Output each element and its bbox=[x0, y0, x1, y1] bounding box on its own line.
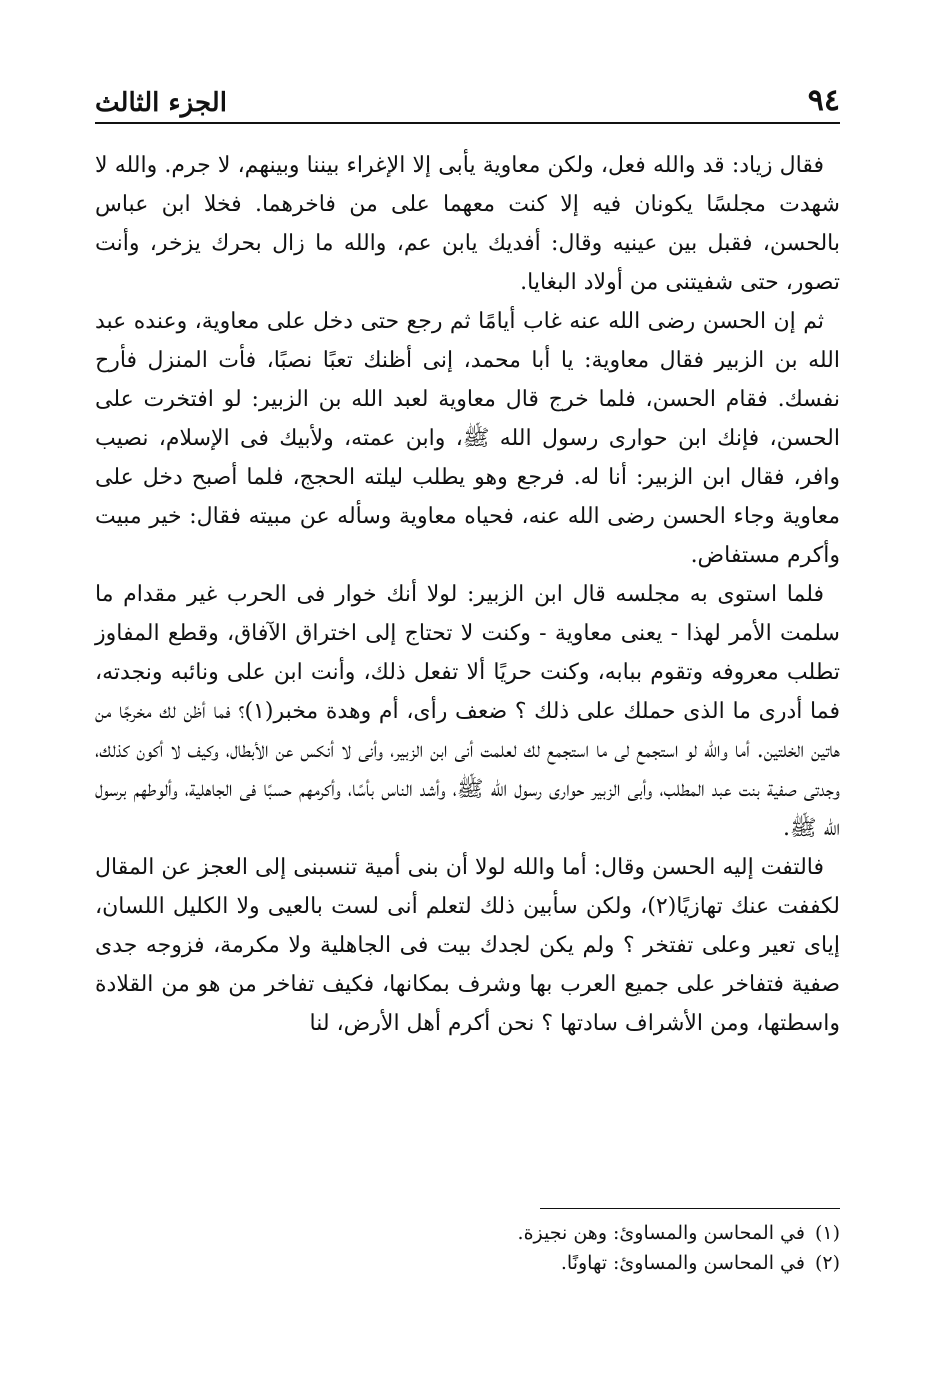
book-page bbox=[95, 0, 840, 1376]
paragraph: فلما استوى به مجلسه قال ابن الزبير: لولا أنك خوار فى الحرب غير مقدام ما سلمت الأمر لهذا - يعنى معاوية - وكنت لا تحتاج إلى اختراق الآفاق، وقطع المفاوز تطلب معروفه وتقوم ببابه، وكنت حريًا ألا تفعل ذلك، وأنت ابن على ونائبه ونجدته، فما أدرى ما الذى حملك على ذلك ؟ ضعف رأى، أم وهدة مخبر(١)؟ فما أظن لك مخرجًا من هاتين الخلتين. أما والله لو استجمع لى ما استجمع لك لعلمت أنى ابن الزبير، وأنى لا أنكس عن الأبطال، وكيف لا أكون كذلك، وجدتى صفية بنت عبد المطلب، وأبى الزبير حوارى رسول الله ﷺ، وأشد الناس بأسًا، وأكرمهم حسبًا فى الجاهلية، وألوطهم برسول الله ﷺ. bbox=[95, 582, 840, 841]
footnote-rule bbox=[540, 1208, 840, 1209]
footnote-text: في المحاسن والمساوئ: تهاونًا. bbox=[560, 1252, 805, 1274]
body-text bbox=[95, 146, 840, 1043]
paragraph: ثم إن الحسن رضى الله عنه غاب أيامًا ثم رجع حتى دخل على معاوية، وعنده عبد الله بن الزبير فقال معاوية: يا أبا محمد، إنى أظنك تعبًا نصبًا، فأت المنزل فأرح نفسك. فقام الحسن، فلما خرج قال معاوية لعبد الله بن الزبير: لو افتخرت على الحسن، فإنك ابن حوارى رسول الله ﷺ، وابن عمته، ولأبيك فى الإسلام، نصيب وافر، فقال ابن الزبير: أنا له. فرجع وهو يطلب ليلته الحجج، فلما أصبح دخل على معاوية وجاء الحسن رضى الله عنه، فحياه معاوية وسأله عن مبيته فقال: خير مبيت وأكرم مستفاض. bbox=[95, 309, 840, 568]
header-rule bbox=[95, 122, 840, 124]
footnote bbox=[95, 1218, 840, 1248]
running-title: الجزء الثالث bbox=[95, 88, 227, 118]
page-number: ٩٤ bbox=[807, 83, 840, 118]
paragraph: فقال زياد: قد والله فعل، ولكن معاوية يأبى إلا الإغراء بيننا وبينهم، لا جرم. والله لا شهدت مجلسًا يكونان فيه إلا كنت معهما على من فاخرهما. فخلا ابن عباس بالحسن، فقبل بين عينيه وقال: أفديك يابن عم، والله ما زال بحرك يزخر، وأنت تصور، حتى شفيتنى من أولاد البغايا. bbox=[95, 153, 840, 295]
footnotes bbox=[95, 1218, 840, 1278]
paragraph: فالتفت إليه الحسن وقال: أما والله لولا أن بنى أمية تنسبنى إلى العجز عن المقال لكففت عنك تهازيًا(٢)، ولكن سأبين ذلك لتعلم أنى لست بالعيى ولا الكليل اللسان، إياى تعير وعلى تفتخر ؟ ولم يكن لجدك بيت فى الجاهلية ولا مكرمة، فزوجه جدى صفية فتفاخر على جميع العرب بها وشرف بمكانها، فكيف تفاخر من هو من القلادة واسطتها، ومن الأشراف سادتها ؟ نحن أكرم أهل الأرض، لنا bbox=[95, 855, 840, 1036]
footnote-text: في المحاسن والمساوئ: وهن نجيزة. bbox=[517, 1222, 805, 1244]
footnote-number: (١) bbox=[814, 1222, 840, 1244]
page-header bbox=[95, 78, 840, 118]
footnote bbox=[95, 1248, 840, 1278]
footnote-number: (٢) bbox=[814, 1252, 840, 1274]
